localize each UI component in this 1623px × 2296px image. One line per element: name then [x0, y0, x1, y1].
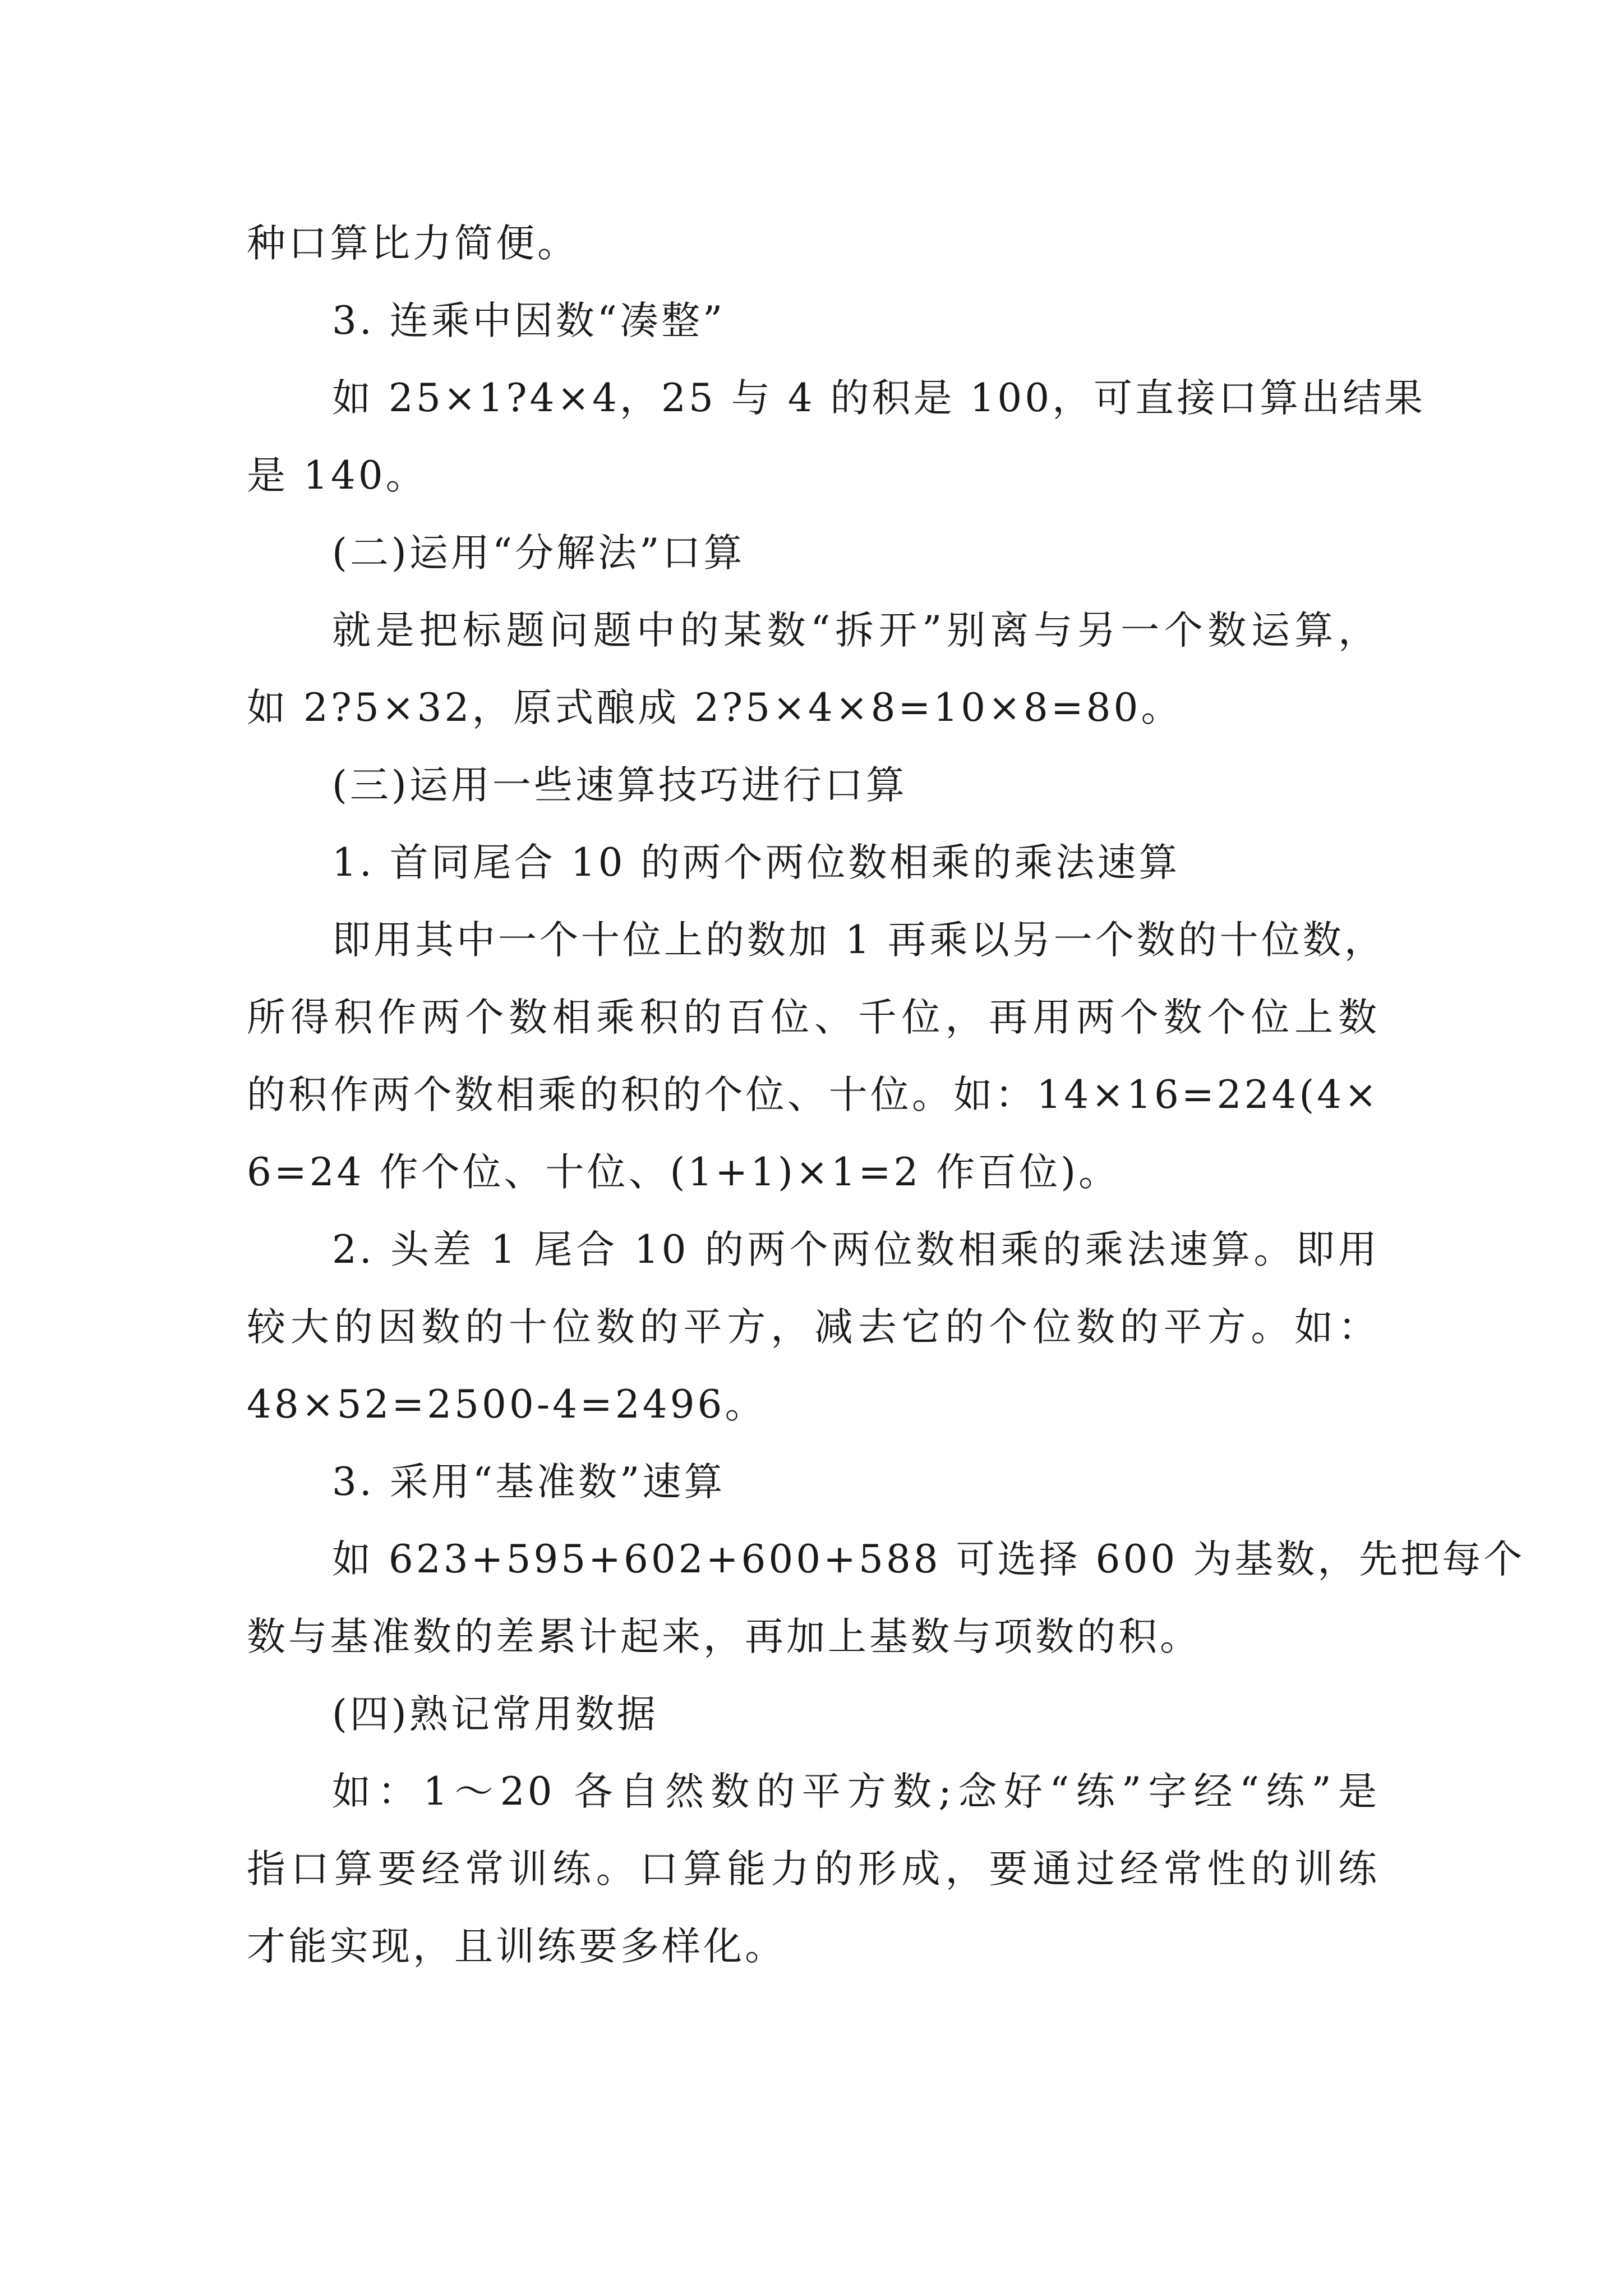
text-line-6: 就是把标题问题中的某数“拆开”别离与另一个数运算， — [332, 608, 1380, 653]
text-line-12: 的积作两个数相乘的积的个位、十位。如：14×16=224(4× — [247, 1073, 1380, 1117]
subheading-2-touchai: 2. 头差 1 尾合 10 的两个两位数相乘的乘法速算。即用 — [332, 1227, 1380, 1272]
subheading-1-shoutong: 1. 首同尾合 10 的两个两位数相乘的乘法速算 — [332, 840, 1181, 885]
heading-4-shuji: (四)熟记常用数据 — [332, 1692, 658, 1737]
heading-2-fenjiefa: (二)运用“分解法”口算 — [332, 531, 745, 576]
subheading-3-jizhunshu: 3. 采用“基准数”速算 — [332, 1460, 726, 1504]
document-page — [247, 205, 1525, 1985]
text-line-21: 如：1～20 各自然数的平方数;念好“练”字经“练”是 — [332, 1769, 1380, 1814]
text-line-10: 即用其中一个十位上的数加 1 再乘以另一个数的十位数， — [332, 918, 1386, 963]
heading-3-susuan: (三)运用一些速算技巧进行口算 — [332, 763, 907, 808]
text-line-23: 才能实现，且训练要多样化。 — [247, 1924, 786, 1969]
text-line-1: 种口算比力简便。 — [247, 221, 579, 266]
text-line-13: 6=24 作个位、十位、(1+1)×1=2 作百位)。 — [247, 1150, 1121, 1195]
text-line-19: 数与基准数的差累计起来，再加上基数与项数的积。 — [247, 1614, 1201, 1659]
text-line-16: 48×52=2500-4=2496。 — [247, 1382, 767, 1427]
subheading-3-lianchen: 3. 连乘中因数“凑整” — [332, 298, 726, 343]
text-line-22: 指口算要经常训练。口算能力的形成，要通过经常性的训练 — [247, 1847, 1380, 1892]
text-line-7: 如 2?5×32，原式酿成 2?5×4×8=10×8=80。 — [247, 685, 1183, 730]
text-line-18: 如 623+595+602+600+588 可选择 600 为基数，先把每个 — [332, 1537, 1525, 1582]
text-line-15: 较大的因数的十位数的平方，减去它的个位数的平方。如： — [247, 1305, 1380, 1350]
text-line-3: 如 25×1?4×4，25 与 4 的积是 100，可直接口算出结果 — [332, 376, 1426, 421]
text-line-4: 是 140。 — [247, 453, 427, 498]
text-line-11: 所得积作两个数相乘积的百位、千位，再用两个数个位上数 — [247, 995, 1380, 1040]
